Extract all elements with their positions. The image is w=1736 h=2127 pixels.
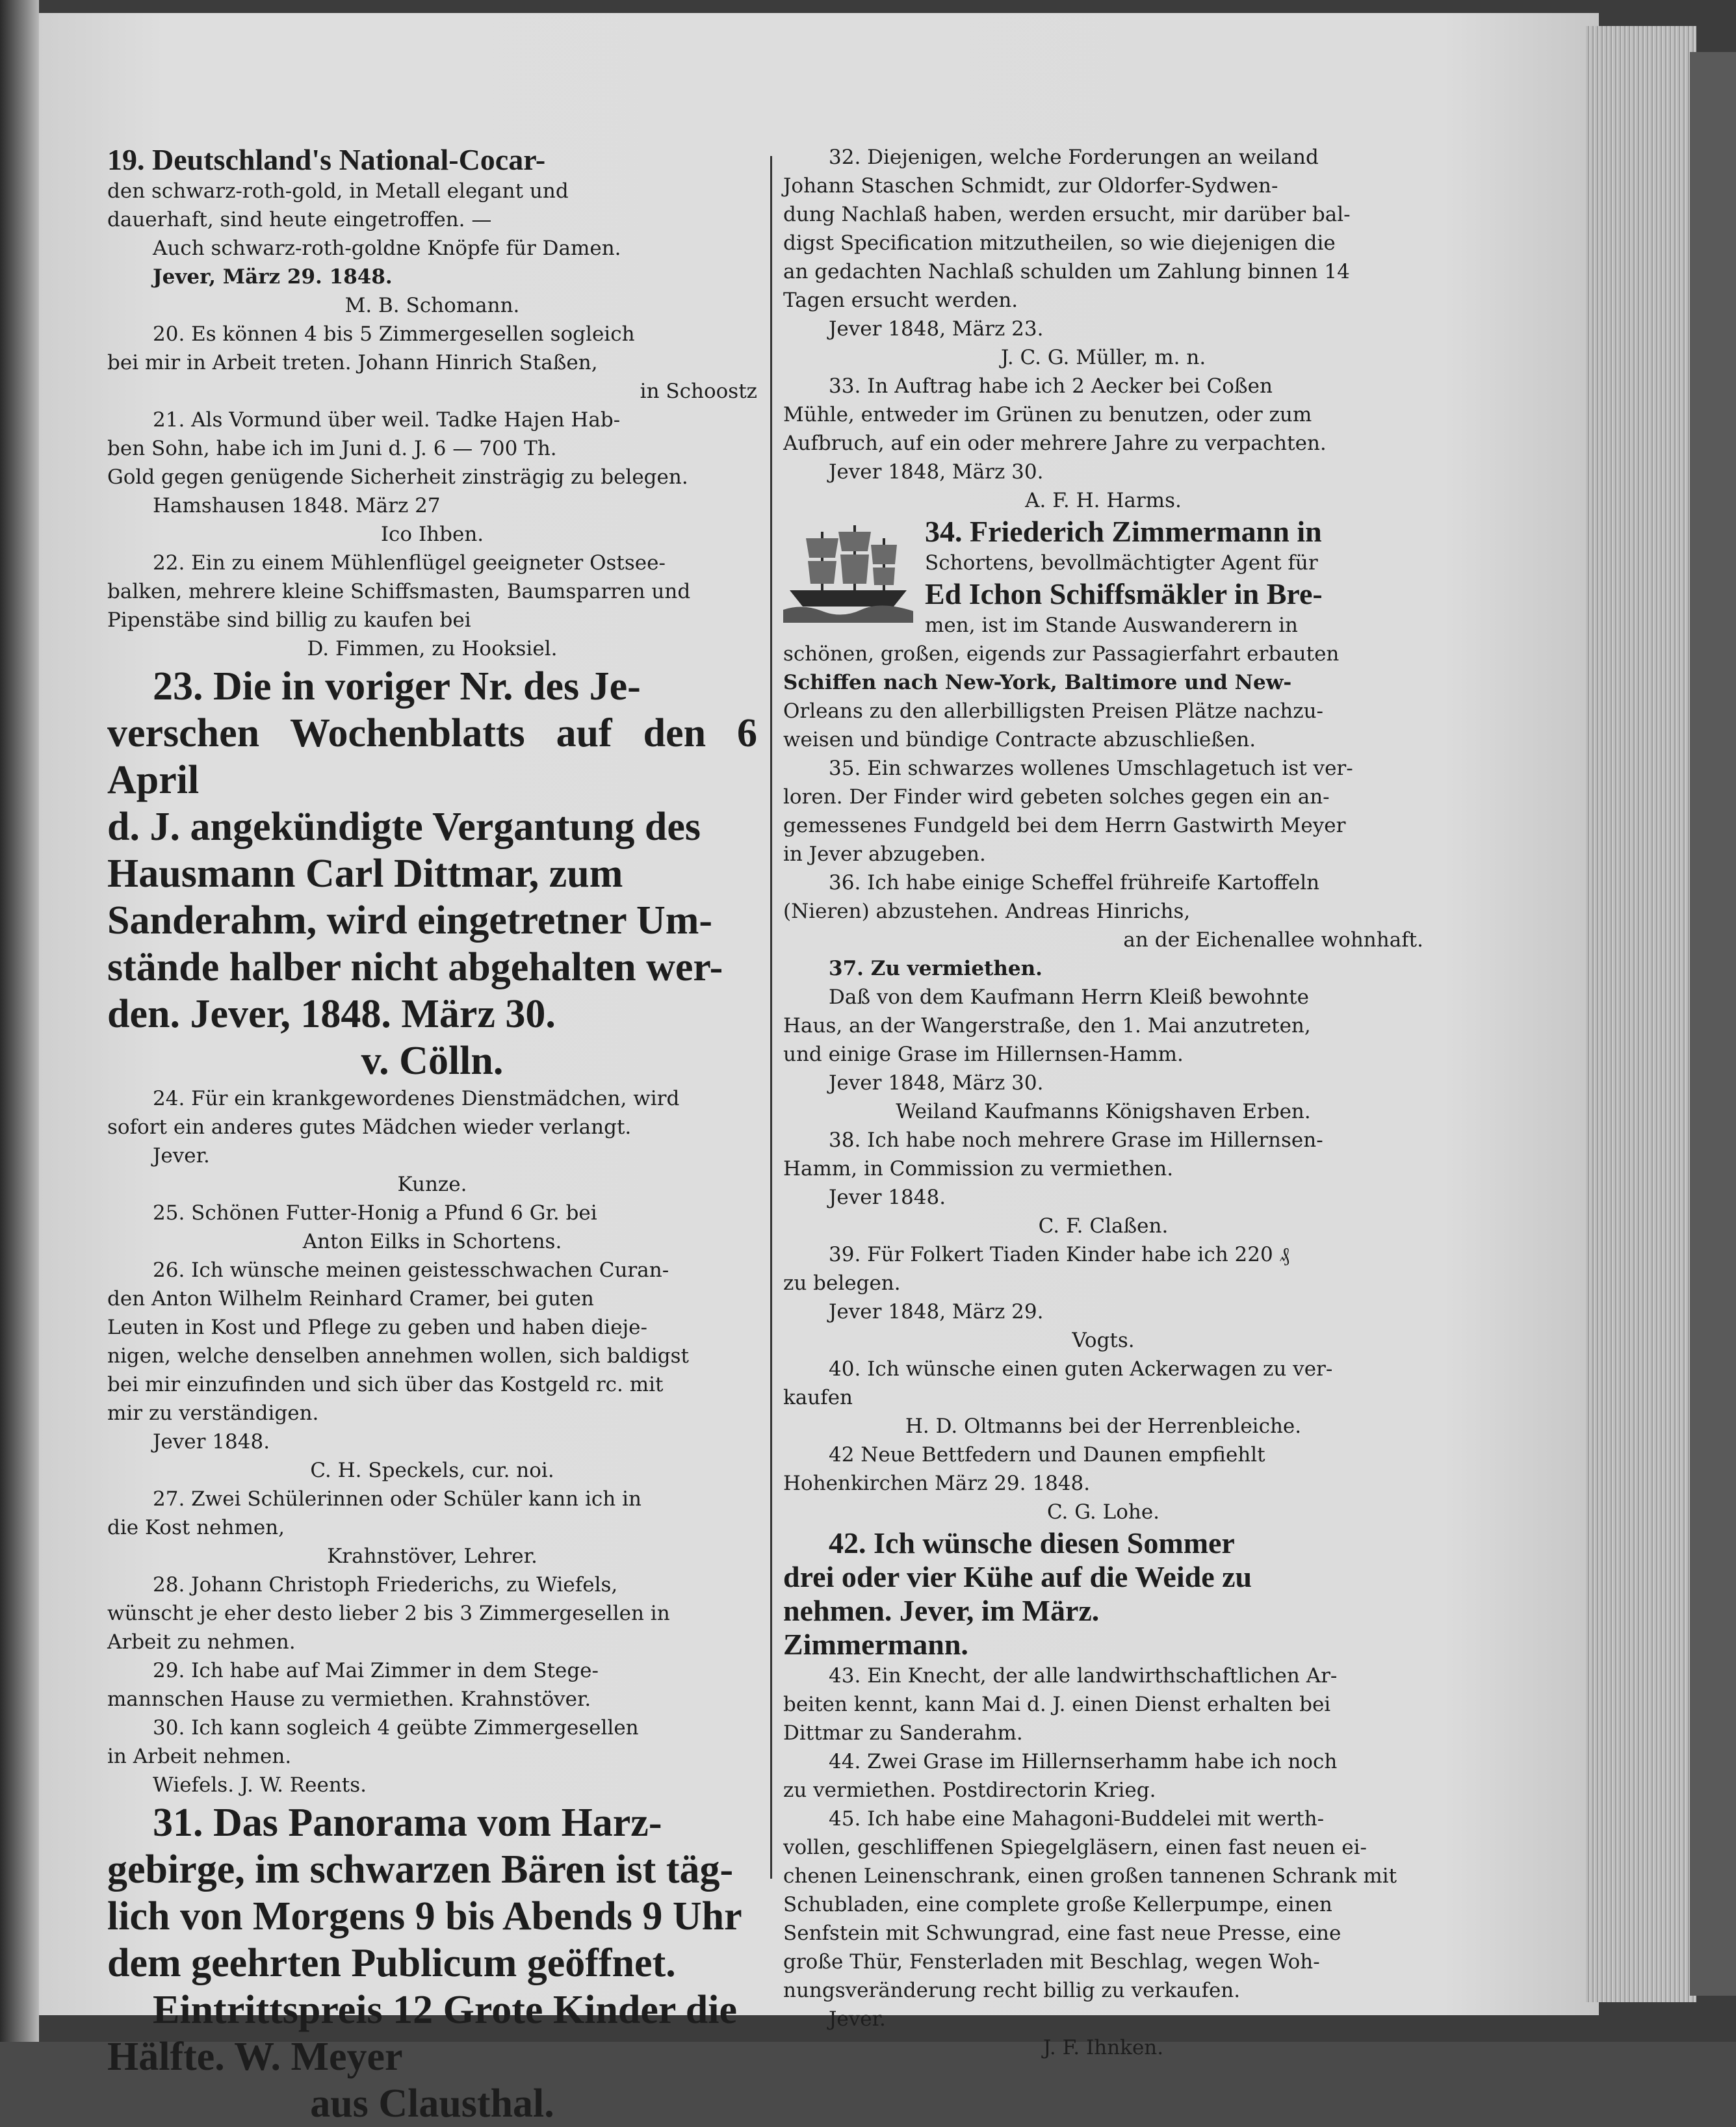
notice-31-signature: aus Clausthal. bbox=[310, 2081, 554, 2126]
notice-35-line2: loren. Der Finder wird gebeten solches gegen ein an- bbox=[783, 785, 1330, 809]
notice-19-line4: Auch schwarz-roth-goldne Knöpfe für Damen. bbox=[153, 237, 621, 260]
notice-38-line1: 38. Ich habe noch mehrere Grase im Hillernsen- bbox=[829, 1129, 1323, 1152]
notice-28 bbox=[107, 1571, 757, 1656]
notice-45-line1: 45. Ich habe eine Mahagoni-Buddelei mit werth- bbox=[829, 1807, 1325, 1831]
notice-39-line3: Jever 1848, März 29. bbox=[829, 1300, 1044, 1324]
notice-27-line2: die Kost nehmen, bbox=[107, 1516, 285, 1539]
notice-31-line6: Hälfte. W. Meyer bbox=[107, 2035, 403, 2079]
notice-36-signature: an der Eichenallee wohnhaft. bbox=[1123, 928, 1423, 952]
notice-23-line1: 23. Die in voriger Nr. des Je- bbox=[153, 664, 641, 709]
notice-45-line8: Jever. bbox=[829, 2007, 886, 2031]
notice-24-signature: Kunze. bbox=[397, 1173, 467, 1196]
notice-37-line3: und einige Grase im Hillernsen-Hamm. bbox=[783, 1043, 1184, 1066]
book-cover bbox=[1690, 52, 1736, 1996]
notice-40-line1: 40. Ich wünsche einen guten Ackerwagen zu ver- bbox=[829, 1357, 1333, 1381]
right-column bbox=[783, 143, 1423, 2062]
notice-44 bbox=[783, 1747, 1423, 1805]
notice-19-line2: den schwarz-roth-gold, in Metall elegant und bbox=[107, 179, 569, 203]
column-divider bbox=[770, 156, 772, 1879]
notice-32-line1: 32. Diejenigen, welche Forderungen an weiland bbox=[829, 146, 1319, 169]
notice-20-line2: bei mir in Arbeit treten. Johann Hinrich Staßen, bbox=[107, 351, 598, 374]
notice-27 bbox=[107, 1485, 757, 1571]
notice-25-signature: Anton Eilks in Schortens. bbox=[302, 1230, 562, 1253]
notice-19-signature: M. B. Schomann. bbox=[344, 294, 520, 317]
notice-34-line2: Schortens, bevollmächtigter Agent für bbox=[925, 551, 1318, 575]
notice-38-line2: Hamm, in Commission zu vermiethen. bbox=[783, 1157, 1174, 1181]
notice-32-signature: J. C. G. Müller, m. n. bbox=[1000, 346, 1206, 369]
notice-21-line1: 21. Als Vormund über weil. Tadke Hajen Hab- bbox=[153, 408, 621, 432]
notice-22-signature: D. Fimmen, zu Hooksiel. bbox=[307, 637, 558, 660]
notice-32-line4: digst Specification mitzutheilen, so wie diejenigen die bbox=[783, 231, 1336, 255]
notice-28-line3: Arbeit zu nehmen. bbox=[107, 1630, 296, 1654]
notice-26-line3: Leuten in Kost und Pflege zu geben und haben dieje- bbox=[107, 1316, 647, 1339]
notice-42b bbox=[783, 1526, 1423, 1662]
notice-19 bbox=[107, 143, 757, 320]
notice-22-line2: balken, mehrere kleine Schiffsmasten, Baumsparren und bbox=[107, 580, 691, 603]
notice-29-line2: mannschen Hause zu vermiethen. Krahnstöver. bbox=[107, 1688, 591, 1711]
notice-31-line3: lich von Morgens 9 bis Abends 9 Uhr bbox=[107, 1894, 742, 1938]
notice-36 bbox=[783, 868, 1423, 954]
notice-21-signature: Ico Ihben. bbox=[380, 523, 484, 546]
notice-45-line7: nungsveränderung recht billig zu verkaufen. bbox=[783, 1979, 1241, 2002]
left-column bbox=[107, 143, 757, 2127]
notice-40-line2: kaufen bbox=[783, 1386, 853, 1409]
notice-39-line1: 39. Für Folkert Tiaden Kinder habe ich 220 ₰ bbox=[829, 1243, 1290, 1266]
notice-42b-signature: Zimmermann. bbox=[783, 1628, 968, 1661]
sailing-ship-icon bbox=[783, 519, 913, 623]
notice-40-signature: H. D. Oltmanns bei der Herrenbleiche. bbox=[905, 1415, 1302, 1438]
notice-33-line2: Mühle, entweder im Grünen zu benutzen, oder zum bbox=[783, 403, 1312, 426]
notice-43-line3: Dittmar zu Sanderahm. bbox=[783, 1721, 1023, 1745]
notice-29 bbox=[107, 1656, 757, 1714]
notice-25-line1: 25. Schönen Futter-Honig a Pfund 6 Gr. bei bbox=[153, 1201, 597, 1225]
notice-39 bbox=[783, 1240, 1423, 1355]
notice-44-line1: 44. Zwei Grase im Hillernserhamm habe ich noch bbox=[829, 1750, 1338, 1773]
notice-36-line1: 36. Ich habe einige Scheffel frühreife Kartoffeln bbox=[829, 871, 1320, 894]
notice-45-line4: Schubladen, eine complete große Kellerpumpe, einen bbox=[783, 1893, 1332, 1916]
notice-33-signature: A. F. H. Harms. bbox=[1025, 489, 1182, 512]
notice-21-line3: Gold gegen genügende Sicherheit zinsträgig zu belegen. bbox=[107, 465, 688, 489]
notice-32-line5: an gedachten Nachlaß schulden um Zahlung binnen 14 bbox=[783, 260, 1350, 283]
notice-42a-line1: 42 Neue Bettfedern und Daunen empfiehlt bbox=[829, 1443, 1265, 1467]
notice-35 bbox=[783, 754, 1423, 868]
notice-30-line2: in Arbeit nehmen. bbox=[107, 1745, 292, 1768]
notice-42b-line2: drei oder vier Kühe auf die Weide zu bbox=[783, 1560, 1252, 1593]
notice-43-line1: 43. Ein Knecht, der alle landwirthschaftlichen Ar- bbox=[829, 1664, 1338, 1688]
notice-28-line2: wünscht je eher desto lieber 2 bis 3 Zimmergesellen in bbox=[107, 1602, 670, 1625]
notice-32-line2: Johann Staschen Schmidt, zur Oldorfer-Sydwen- bbox=[783, 174, 1278, 198]
notice-43 bbox=[783, 1662, 1423, 1747]
notice-42b-line3: nehmen. Jever, im März. bbox=[783, 1594, 1100, 1627]
notice-34-line5: schönen, großen, eigends zur Passagierfahrt erbauten bbox=[783, 642, 1340, 666]
notice-45-line5: Senfstein mit Schwungrad, eine fast neue Presse, eine bbox=[783, 1922, 1341, 1945]
notice-23-signature: v. Cölln. bbox=[361, 1039, 504, 1083]
notice-30-line3: Wiefels. J. W. Reents. bbox=[153, 1773, 367, 1797]
notice-26-line7: Jever 1848. bbox=[153, 1430, 270, 1454]
notice-32 bbox=[783, 143, 1423, 372]
notice-38-signature: C. F. Claßen. bbox=[1038, 1214, 1169, 1238]
notice-23-line6: stände halber nicht abgehalten wer- bbox=[107, 945, 723, 989]
notice-26-line5: bei mir einzufinden und sich über das Kostgeld rc. mit bbox=[107, 1373, 664, 1396]
notice-24 bbox=[107, 1084, 757, 1199]
notice-34-line3: Ed Ichon Schiffsmäkler in Bre- bbox=[925, 577, 1323, 610]
notice-24-line3: Jever. bbox=[153, 1144, 210, 1168]
notice-33-line3: Aufbruch, auf ein oder mehrere Jahre zu verpachten. bbox=[783, 432, 1327, 455]
notice-20-line1: 20. Es können 4 bis 5 Zimmergesellen sogleich bbox=[153, 322, 635, 346]
notice-31 bbox=[107, 1799, 757, 2127]
notice-28-line1: 28. Johann Christoph Friederichs, zu Wiefels, bbox=[153, 1573, 618, 1597]
notice-39-signature: Vogts. bbox=[1072, 1329, 1135, 1352]
notice-27-line1: 27. Zwei Schülerinnen oder Schüler kann ich in bbox=[153, 1487, 641, 1511]
notice-37-line2: Haus, an der Wangerstraße, den 1. Mai anzutreten, bbox=[783, 1014, 1311, 1037]
notice-33-line1: 33. In Auftrag habe ich 2 Aecker bei Coßen bbox=[829, 374, 1273, 398]
notice-34-line8: weisen und bündige Contracte abzuschließen. bbox=[783, 728, 1256, 751]
page-edges bbox=[1586, 26, 1696, 2002]
notice-23-line4: Hausmann Carl Dittmar, zum bbox=[107, 852, 623, 896]
notice-35-line4: in Jever abzugeben. bbox=[783, 842, 986, 866]
notice-24-line2: sofort ein anderes gutes Mädchen wieder verlangt. bbox=[107, 1116, 632, 1139]
notice-37-line1: Daß von dem Kaufmann Herrn Kleiß bewohnte bbox=[829, 985, 1309, 1009]
notice-22-line1: 22. Ein zu einem Mühlenflügel geeigneter Ostsee- bbox=[153, 551, 666, 575]
notice-37-heading: 37. Zu vermiethen. bbox=[829, 957, 1043, 980]
notice-21-line2: ben Sohn, habe ich im Juni d. J. 6 — 700 Th. bbox=[107, 437, 557, 460]
notice-22 bbox=[107, 549, 757, 663]
notice-34 bbox=[783, 515, 1423, 754]
notice-23-line3: d. J. angekündigte Vergantung des bbox=[107, 805, 701, 849]
notice-19-line1: 19. Deutschland's National-Cocar- bbox=[107, 143, 546, 176]
notice-44-line2: zu vermiethen. Postdirectorin Krieg. bbox=[783, 1779, 1156, 1802]
notice-30 bbox=[107, 1714, 757, 1799]
notice-42a-signature: C. G. Lohe. bbox=[1046, 1500, 1160, 1524]
notice-34-line7: Orleans zu den allerbilligsten Preisen Plätze nachzu- bbox=[783, 699, 1324, 723]
notice-32-line6: Tagen ersucht werden. bbox=[783, 289, 1018, 312]
notice-36-line2: (Nieren) abzustehen. Andreas Hinrichs, bbox=[783, 900, 1191, 923]
notice-26-line2: den Anton Wilhelm Reinhard Cramer, bei guten bbox=[107, 1287, 594, 1311]
notice-34-line1: 34. Friederich Zimmermann in bbox=[925, 515, 1322, 548]
notice-45-signature: J. F. Ihnken. bbox=[1043, 2036, 1164, 2059]
notice-25 bbox=[107, 1199, 757, 1256]
notice-21-line4: Hamshausen 1848. März 27 bbox=[153, 494, 441, 517]
notice-30-line1: 30. Ich kann sogleich 4 geübte Zimmergesellen bbox=[153, 1716, 639, 1740]
notice-26 bbox=[107, 1256, 757, 1485]
notice-19-place: Jever, März 29. 1848. bbox=[153, 265, 393, 289]
notice-32-line7: Jever 1848, März 23. bbox=[829, 317, 1044, 341]
notice-37 bbox=[783, 954, 1423, 1126]
notice-23 bbox=[107, 663, 757, 1084]
notice-45 bbox=[783, 1805, 1423, 2062]
notice-45-line2: vollen, geschliffenen Spiegelgläsern, einen fast neuen ei- bbox=[783, 1836, 1367, 1859]
notice-31-line4: dem geehrten Publicum geöffnet. bbox=[107, 1941, 676, 1985]
notice-20 bbox=[107, 320, 757, 406]
notice-33 bbox=[783, 372, 1423, 515]
notice-42a-line2: Hohenkirchen März 29. 1848. bbox=[783, 1472, 1091, 1495]
notice-31-line2: gebirge, im schwarzen Bären ist täg- bbox=[107, 1847, 734, 1892]
notice-38-line3: Jever 1848. bbox=[829, 1186, 946, 1209]
notice-23-line2: verschen Wochenblatts auf den 6 April bbox=[107, 711, 757, 802]
notice-39-line2: zu belegen. bbox=[783, 1272, 901, 1295]
notice-35-line1: 35. Ein schwarzes wollenes Umschlagetuch ist ver- bbox=[829, 757, 1353, 780]
notice-31-line5: Eintrittspreis 12 Grote Kinder die bbox=[153, 1988, 737, 2032]
notice-24-line1: 24. Für ein krankgewordenes Dienstmädchen, wird bbox=[153, 1087, 680, 1110]
notice-26-signature: C. H. Speckels, cur. noi. bbox=[310, 1459, 554, 1482]
notice-34-line4: men, ist im Stande Auswanderern in bbox=[925, 614, 1299, 637]
notice-20-signature: in Schoostz bbox=[640, 380, 757, 403]
notice-43-line2: beiten kennt, kann Mai d. J. einen Dienst erhalten bei bbox=[783, 1693, 1331, 1716]
notice-21 bbox=[107, 406, 757, 549]
notice-42a bbox=[783, 1441, 1423, 1526]
notice-26-line4: nigen, welche denselben annehmen wollen, sich baldigst bbox=[107, 1344, 689, 1368]
notice-40 bbox=[783, 1355, 1423, 1441]
notice-26-line1: 26. Ich wünsche meinen geistesschwachen Curan- bbox=[153, 1259, 669, 1282]
notice-27-signature: Krahnstöver, Lehrer. bbox=[327, 1545, 538, 1568]
notice-19-line3: dauerhaft, sind heute eingetroffen. — bbox=[107, 208, 492, 231]
notice-37-line4: Jever 1848, März 30. bbox=[829, 1071, 1044, 1095]
notice-32-line3: dung Nachlaß haben, werden ersucht, mir darüber bal- bbox=[783, 203, 1351, 226]
notice-42b-line1: 42. Ich wünsche diesen Sommer bbox=[829, 1526, 1235, 1559]
notice-31-line1: 31. Das Panorama vom Harz- bbox=[153, 1801, 662, 1845]
notice-26-line6: mir zu verständigen. bbox=[107, 1402, 319, 1425]
notice-37-signature: Weiland Kaufmanns Königshaven Erben. bbox=[896, 1100, 1311, 1123]
notice-45-line6: große Thür, Fensterladen mit Beschlag, wegen Woh- bbox=[783, 1950, 1320, 1974]
notice-33-line4: Jever 1848, März 30. bbox=[829, 460, 1044, 484]
notice-23-line7: den. Jever, 1848. März 30. bbox=[107, 992, 556, 1036]
notice-34-line6: Schiffen nach New-York, Baltimore und New- bbox=[783, 671, 1292, 694]
notice-35-line3: gemessenes Fundgeld bei dem Herrn Gastwirth Meyer bbox=[783, 814, 1346, 837]
left-page-edge bbox=[0, 0, 39, 2042]
notice-38 bbox=[783, 1126, 1423, 1240]
notice-45-line3: chenen Leinenschrank, einen großen tannenen Schrank mit bbox=[783, 1864, 1397, 1888]
notice-23-line5: Sanderahm, wird eingetretner Um- bbox=[107, 898, 713, 943]
notice-29-line1: 29. Ich habe auf Mai Zimmer in dem Stege- bbox=[153, 1659, 599, 1682]
notice-22-line3: Pipenstäbe sind billig zu kaufen bei bbox=[107, 608, 471, 632]
